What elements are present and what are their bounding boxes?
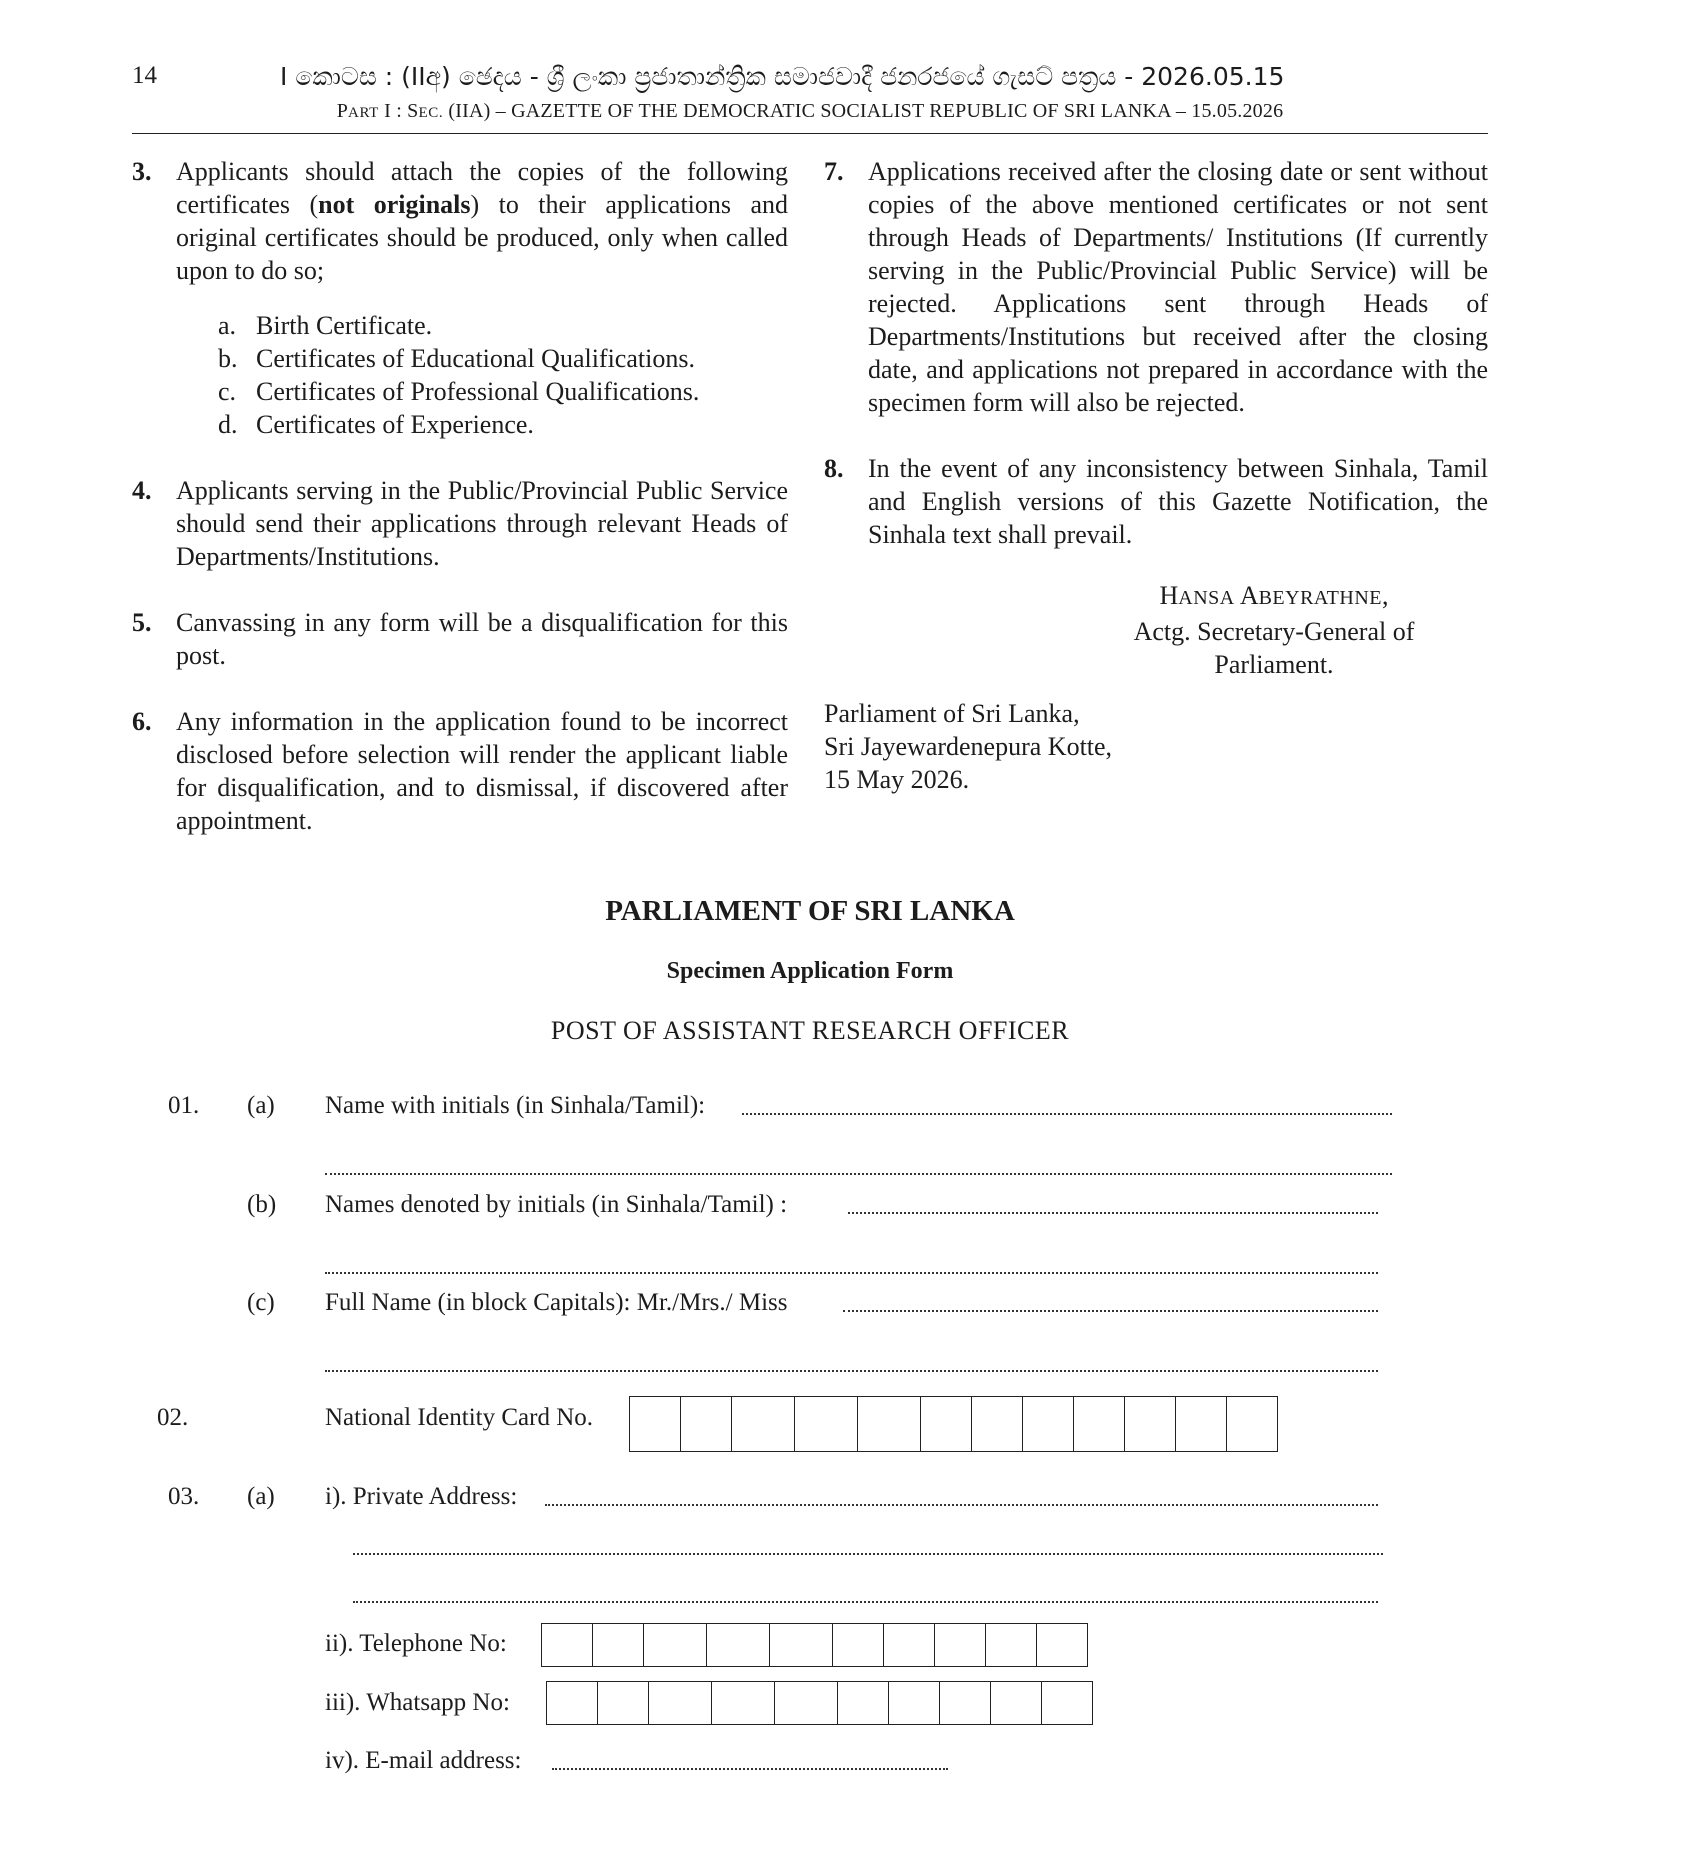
nic-digit-box[interactable] [972, 1397, 1023, 1451]
nic-digit-box[interactable] [1125, 1397, 1176, 1451]
header-part-initial: P [336, 100, 349, 122]
paragraph-number: 4. [132, 476, 152, 505]
place-line: Parliament of Sri Lanka, [824, 699, 1080, 728]
private-address-field-line2[interactable] [353, 1553, 1383, 1555]
name-with-initials-field-line2[interactable] [325, 1173, 1392, 1175]
paragraph-text: In the event of any inconsistency between Sinhala, Tamil and English versions of this Gazette Notification, the Sinhala text shall prevail. [868, 454, 1488, 549]
text-bold-run: not originals [318, 190, 471, 219]
paragraph-5 [132, 606, 788, 672]
list-item-text: Certificates of Professional Qualifications. [256, 377, 700, 406]
paragraph-3 [132, 155, 788, 287]
gazette-header-english [132, 100, 1488, 123]
list-item-text: Birth Certificate. [256, 311, 433, 340]
signatory-title: Actg. Secretary-General of [1133, 617, 1415, 646]
header-sec-rest: EC. [418, 105, 444, 121]
whatsapp-boxes[interactable] [546, 1681, 1093, 1725]
paragraph-number: 6. [132, 707, 152, 736]
field-label-private-address: i). Private Address: [325, 1483, 518, 1510]
paragraph-4 [132, 474, 788, 573]
telephone-digit-box[interactable] [644, 1624, 707, 1666]
nic-digit-box[interactable] [1176, 1397, 1227, 1451]
name-run: A [1234, 581, 1259, 610]
list-item-label: a. [218, 311, 237, 340]
telephone-digit-box[interactable] [542, 1624, 593, 1666]
nic-digit-box[interactable] [795, 1397, 858, 1451]
telephone-digit-box[interactable] [935, 1624, 986, 1666]
certificate-list [218, 309, 788, 441]
left-column [132, 155, 788, 837]
telephone-digit-box[interactable] [986, 1624, 1037, 1666]
whatsapp-digit-box[interactable] [940, 1682, 991, 1724]
header-part-rest: ART [348, 105, 379, 121]
whatsapp-digit-box[interactable] [991, 1682, 1042, 1724]
date-line: 15 May 2026. [824, 765, 970, 794]
list-item [218, 375, 788, 408]
signatory-title: Parliament. [1214, 650, 1334, 679]
whatsapp-digit-box[interactable] [547, 1682, 598, 1724]
nic-digit-box[interactable] [858, 1397, 921, 1451]
list-item [218, 309, 788, 342]
whatsapp-digit-box[interactable] [838, 1682, 889, 1724]
names-denoted-field[interactable] [848, 1212, 1378, 1214]
telephone-boxes[interactable] [541, 1623, 1088, 1667]
paragraph-6 [132, 705, 788, 837]
whatsapp-digit-box[interactable] [775, 1682, 838, 1724]
place-line: Sri Jayewardenepura Kotte, [824, 732, 1113, 761]
nic-digit-box[interactable] [921, 1397, 972, 1451]
text-run: ) to their applications and original certificates should be produced, only when called upon to do so; [176, 190, 788, 285]
telephone-digit-box[interactable] [707, 1624, 770, 1666]
gazette-header-sinhala: I කොටස : (IIඅ) ඡෙදය - ශ්‍රී ලංකා ප්‍රජාතාන්ත්‍රික සමාජවාදී ජනරජයේ ගැසට් පත්‍රය - 2026.05.15 [280, 62, 1285, 91]
nic-digit-box[interactable] [732, 1397, 795, 1451]
whatsapp-digit-box[interactable] [712, 1682, 775, 1724]
private-address-field[interactable] [545, 1504, 1378, 1506]
header-divider [132, 133, 1488, 134]
names-denoted-field-line2[interactable] [325, 1272, 1378, 1274]
form-title: PARLIAMENT OF SRI LANKA [605, 895, 1015, 927]
whatsapp-digit-box[interactable] [889, 1682, 940, 1724]
paragraph-text: Any information in the application found to be incorrect disclosed before selection will render the applicant liable for disqualification, and to dismissal, if discovered after appointment. [176, 707, 788, 835]
field-label-full-name: Full Name (in block Capitals): Mr./Mrs./ Miss [325, 1289, 788, 1316]
paragraph-7 [824, 155, 1488, 419]
list-item-text: Certificates of Experience. [256, 410, 534, 439]
nic-digit-box[interactable] [630, 1397, 681, 1451]
name-run: , [1381, 581, 1389, 610]
right-column [824, 155, 1488, 796]
private-address-field-line3[interactable] [353, 1601, 1378, 1603]
nic-digit-box[interactable] [1023, 1397, 1074, 1451]
sub-label: (a) [247, 1483, 275, 1510]
question-number: 01. [168, 1092, 200, 1119]
telephone-digit-box[interactable] [770, 1624, 833, 1666]
sub-label: (b) [247, 1191, 277, 1218]
field-label-nic: National Identity Card No. [325, 1404, 593, 1431]
name-run: H [1159, 581, 1179, 610]
question-number: 02. [157, 1404, 189, 1431]
name-run: ANSA [1178, 587, 1235, 609]
nic-number-boxes[interactable] [629, 1396, 1278, 1452]
whatsapp-digit-box[interactable] [1042, 1682, 1092, 1724]
signatory-name [1084, 579, 1464, 615]
field-label-name-with-initials: Name with initials (in Sinhala/Tamil): [325, 1092, 706, 1119]
field-label-telephone: ii). Telephone No: [325, 1630, 507, 1657]
list-item-label: c. [218, 377, 237, 406]
paragraph-number: 5. [132, 608, 152, 637]
name-with-initials-field[interactable] [742, 1113, 1392, 1115]
list-item [218, 408, 788, 441]
paragraph-number: 7. [824, 157, 844, 186]
full-name-field-line2[interactable] [325, 1370, 1378, 1372]
telephone-digit-box[interactable] [593, 1624, 644, 1666]
header-sec-initial: I : S [378, 100, 419, 122]
nic-digit-box[interactable] [1074, 1397, 1125, 1451]
form-post: POST OF ASSISTANT RESEARCH OFFICER [550, 1016, 1070, 1045]
paragraph-number: 3. [132, 157, 152, 186]
telephone-digit-box[interactable] [884, 1624, 935, 1666]
sub-label: (c) [247, 1289, 275, 1316]
text-run: Applicants should attach the copies of the following certificates ( [176, 157, 788, 219]
list-item [218, 342, 788, 375]
field-label-email: iv). E-mail address: [325, 1747, 522, 1774]
list-item-label: d. [218, 410, 238, 439]
list-item-text: Certificates of Educational Qualifications. [256, 344, 695, 373]
nic-digit-box[interactable] [681, 1397, 732, 1451]
nic-digit-box[interactable] [1227, 1397, 1277, 1451]
field-label-whatsapp: iii). Whatsapp No: [325, 1689, 510, 1716]
page-number: 14 [132, 62, 157, 89]
place-and-date [824, 697, 1488, 796]
full-name-field[interactable] [843, 1310, 1378, 1312]
field-label-names-denoted: Names denoted by initials (in Sinhala/Tamil) : [325, 1191, 788, 1218]
question-number: 03. [168, 1483, 200, 1510]
sub-label: (a) [247, 1092, 275, 1119]
email-address-field[interactable] [552, 1768, 948, 1770]
telephone-digit-box[interactable] [833, 1624, 884, 1666]
whatsapp-digit-box[interactable] [649, 1682, 712, 1724]
paragraph-8 [824, 452, 1488, 551]
paragraph-text: Canvassing in any form will be a disqualification for this post. [176, 608, 788, 670]
header-tail: (IIA) – GAZETTE OF THE DEMOCRATIC SOCIALIST REPUBLIC OF SRI LANKA – 15.05.2026 [443, 100, 1284, 122]
paragraph-text [176, 155, 788, 287]
paragraph-text: Applications received after the closing date or sent without copies of the above mentioned certificates or not sent through Heads of Departments/ Institutions (If currently serving in the Public/Provincial Public Service) will be rejected. Applications sent through Heads of Departments/Institutions but received after the closing date, and applications not prepared in accordance with the specimen form will also be rejected. [868, 157, 1488, 417]
name-run: BEYRATHNE [1258, 587, 1382, 609]
whatsapp-digit-box[interactable] [598, 1682, 649, 1724]
list-item-label: b. [218, 344, 238, 373]
paragraph-text: Applicants serving in the Public/Provincial Public Service should send their applications through relevant Heads of Departments/Institutions. [176, 476, 788, 571]
signature-block [1084, 579, 1464, 681]
paragraph-number: 8. [824, 454, 844, 483]
telephone-digit-box[interactable] [1037, 1624, 1087, 1666]
form-subtitle: Specimen Application Form [666, 958, 954, 984]
